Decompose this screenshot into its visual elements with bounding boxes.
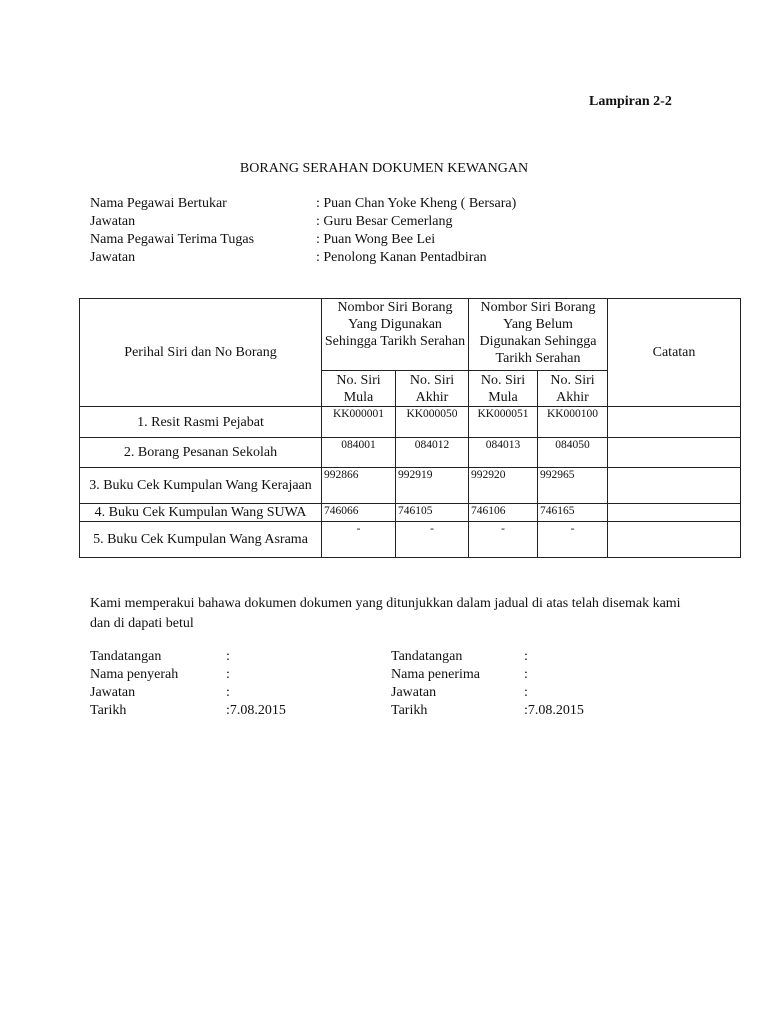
declaration-text: Kami memperakui bahawa dokumen dokumen yang ditunjukkan dalam jadual di atas telah disemak kami dan di dapati betul xyxy=(90,596,681,631)
digunakan-mula-cell: - xyxy=(322,522,396,558)
row-item: 5. Buku Cek Kumpulan Wang Asrama xyxy=(80,522,322,558)
belum-mula-cell: 746106 xyxy=(469,504,538,522)
header-catatan: Catatan xyxy=(608,299,741,407)
signature-value: : xyxy=(226,667,230,682)
signature-value: :7.08.2015 xyxy=(524,703,584,718)
info-label: Jawatan xyxy=(90,214,136,229)
subheader-mula: No. Siri Mula xyxy=(322,371,396,407)
digunakan-mula-cell: 084001 xyxy=(322,438,396,468)
info-label: Nama Pegawai Bertukar xyxy=(90,196,227,211)
belum-mula-cell: 084013 xyxy=(469,438,538,468)
catatan-cell xyxy=(608,407,741,438)
digunakan-mula-cell: KK000001 xyxy=(322,407,396,438)
catatan-cell xyxy=(608,468,741,504)
table-row xyxy=(80,522,741,558)
signature-value: : xyxy=(524,667,528,682)
page-title: BORANG SERAHAN DOKUMEN KEWANGAN xyxy=(239,161,529,176)
belum-akhir-cell: 084050 xyxy=(538,438,608,468)
digunakan-akhir-cell: 084012 xyxy=(396,438,469,468)
digunakan-akhir-cell: 992919 xyxy=(396,468,469,504)
appendix-label: Lampiran 2-2 xyxy=(589,94,672,109)
signature-label: Tarikh xyxy=(90,703,127,718)
signature-value: : xyxy=(226,685,230,700)
info-value: : Guru Besar Cemerlang xyxy=(316,214,453,229)
info-label: Jawatan xyxy=(90,250,136,265)
header-digunakan: Nombor Siri Borang Yang Digunakan Sehingga Tarikh Serahan xyxy=(322,299,469,371)
signature-value: : xyxy=(226,649,230,664)
belum-akhir-cell: 992965 xyxy=(538,468,608,504)
signature-label: Tandatangan xyxy=(391,649,463,664)
row-item: 4. Buku Cek Kumpulan Wang SUWA xyxy=(80,504,322,522)
row-item: 3. Buku Cek Kumpulan Wang Kerajaan xyxy=(80,468,322,504)
table-row xyxy=(80,468,741,504)
belum-akhir-cell: 746165 xyxy=(538,504,608,522)
subheader-akhir: No. Siri Akhir xyxy=(538,371,608,407)
document-table xyxy=(79,298,741,558)
info-value: : Puan Chan Yoke Kheng ( Bersara) xyxy=(316,196,517,211)
table-row xyxy=(80,504,741,522)
catatan-cell xyxy=(608,438,741,468)
signature-label: Jawatan xyxy=(391,685,437,700)
signature-label: Tarikh xyxy=(391,703,428,718)
belum-mula-cell: 992920 xyxy=(469,468,538,504)
signature-value: : xyxy=(524,649,528,664)
signature-label: Jawatan xyxy=(90,685,136,700)
info-value: : Puan Wong Bee Lei xyxy=(316,232,436,247)
signature-label: Tandatangan xyxy=(90,649,162,664)
header-perihal: Perihal Siri dan No Borang xyxy=(80,299,322,407)
subheader-mula: No. Siri Mula xyxy=(469,371,538,407)
belum-akhir-cell: - xyxy=(538,522,608,558)
catatan-cell xyxy=(608,522,741,558)
belum-akhir-cell: KK000100 xyxy=(538,407,608,438)
table-row xyxy=(80,438,741,468)
info-label: Nama Pegawai Terima Tugas xyxy=(90,232,255,247)
digunakan-mula-cell: 992866 xyxy=(322,468,396,504)
belum-mula-cell: - xyxy=(469,522,538,558)
header-belum-digunakan: Nombor Siri Borang Yang Belum Digunakan Sehingga Tarikh Serahan xyxy=(469,299,608,371)
row-item: 1. Resit Rasmi Pejabat xyxy=(80,407,322,438)
signature-label: Nama penerima xyxy=(391,667,481,682)
info-value: : Penolong Kanan Pentadbiran xyxy=(316,250,487,265)
signature-label: Nama penyerah xyxy=(90,667,179,682)
belum-mula-cell: KK000051 xyxy=(469,407,538,438)
digunakan-akhir-cell: KK000050 xyxy=(396,407,469,438)
digunakan-akhir-cell: 746105 xyxy=(396,504,469,522)
catatan-cell xyxy=(608,504,741,522)
table-row xyxy=(80,407,741,438)
digunakan-mula-cell: 746066 xyxy=(322,504,396,522)
digunakan-akhir-cell: - xyxy=(396,522,469,558)
signature-value: :7.08.2015 xyxy=(226,703,286,718)
row-item: 2. Borang Pesanan Sekolah xyxy=(80,438,322,468)
subheader-akhir: No. Siri Akhir xyxy=(396,371,469,407)
signature-value: : xyxy=(524,685,528,700)
